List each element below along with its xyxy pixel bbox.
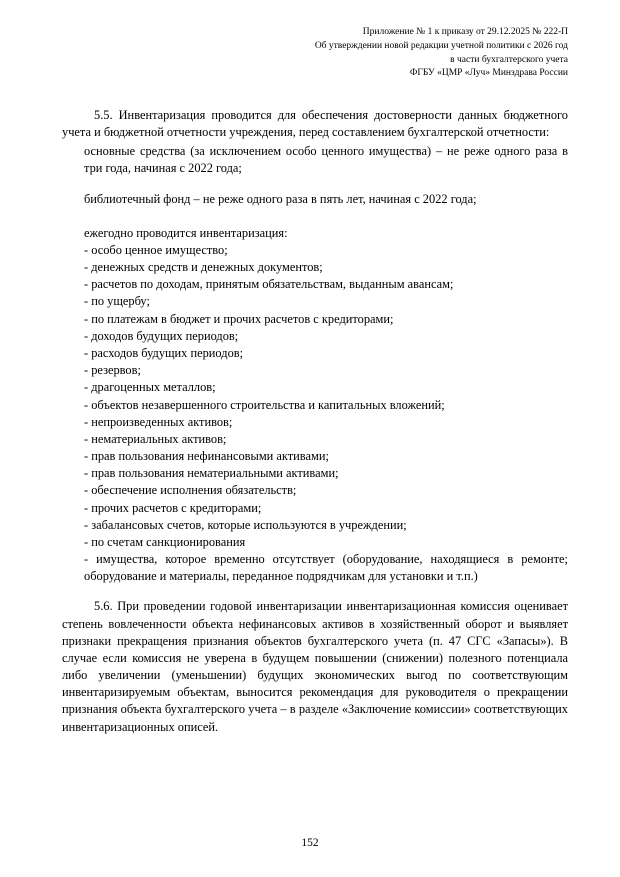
list-item: - прочих расчетов с кредиторами; xyxy=(84,500,262,515)
clause-5-6-paragraph: 5.6. При проведении годовой инвентаризации инвентаризационная комиссия оценивает степень вовлеченности объекта нефинансовых активов в хозяйственный оборот и выявляет признаки прекращения признания объектов бухгалтерского учета (п. 47 СГС «Запасы»). В случае если комиссия не уверена в будущем повышении (снижении) полезного потенциала либо увеличении (уменьшении) будущих экономических выгод по соответствующим инвентаризируемым объектам, выносится рекомендация для руководителя о прекращении признания объекта бухгалтерского учета – в разделе «Заключение комиссии» соответствующих инвентаризационных описей. xyxy=(62,599,568,734)
list-item: - по счетам санкционирования xyxy=(84,534,246,549)
item-absent-property: - имущества, которое временно отсутствует (оборудование, находящиеся в ремонте; оборудование и материалы, переданное подрядчикам для установки и т.п.) xyxy=(84,552,568,584)
header-line-2: Об утверждении новой редакции учетной политики с 2026 год xyxy=(314,40,568,51)
list-item: - драгоценных металлов; xyxy=(84,380,216,395)
list-item: - непроизведенных активов; xyxy=(84,414,233,429)
list-item: - расчетов по доходам, принятым обязательствам, выданным авансам; xyxy=(84,277,454,292)
spacer xyxy=(62,208,568,225)
list-item: - объектов незавершенного строительства и капитальных вложений; xyxy=(84,397,445,412)
list-item: - денежных средств и денежных документов; xyxy=(84,260,323,275)
spacer xyxy=(62,178,568,191)
list-item: - нематериальных активов; xyxy=(84,431,227,446)
list-item: - расходов будущих периодов; xyxy=(84,346,244,360)
list-item: - забалансовых счетов, которые используются в учреждении; xyxy=(84,517,407,532)
header-line-4: ФГБУ «ЦМР «Луч» Минздрава России xyxy=(409,68,568,79)
list-item: - по платежам в бюджет и прочих расчетов с кредиторами; xyxy=(84,311,394,326)
list-item: - доходов будущих периодов; xyxy=(84,328,239,343)
list-item: - прав пользования нефинансовыми активами; xyxy=(84,449,329,464)
list-item: - по ущербу; xyxy=(84,294,150,309)
list-item: - прав пользования нематериальными активами; xyxy=(84,466,339,481)
clause-5-5-paragraph: 5.5. Инвентаризация проводится для обеспечения достоверности данных бюджетного учета и бюджетной отчетности учреждения, перед составлением бухгалтерской отчетности: xyxy=(62,108,568,140)
header-line-1: Приложение № 1 к приказу от 29.12.2025 № 222-П xyxy=(362,27,568,37)
item-main-assets: основные средства (за исключением особо ценного имущества) – не реже одного раза в три года, начиная с 2022 года; xyxy=(84,144,568,176)
list-item: - резервов; xyxy=(84,363,141,378)
list-item: - особо ценное имущество; xyxy=(84,242,228,257)
list-item: - обеспечение исполнения обязательств; xyxy=(84,483,297,498)
item-library-fund: библиотечный фонд – не реже одного раза в пять лет, начиная с 2022 года; xyxy=(84,191,477,206)
annual-inventory-intro: ежегодно проводится инвентаризация: xyxy=(84,225,288,240)
spacer xyxy=(62,585,568,598)
page-number: 152 xyxy=(301,837,319,849)
header-line-3: в части бухгалтерского учета xyxy=(450,54,568,65)
document-header xyxy=(62,26,568,81)
